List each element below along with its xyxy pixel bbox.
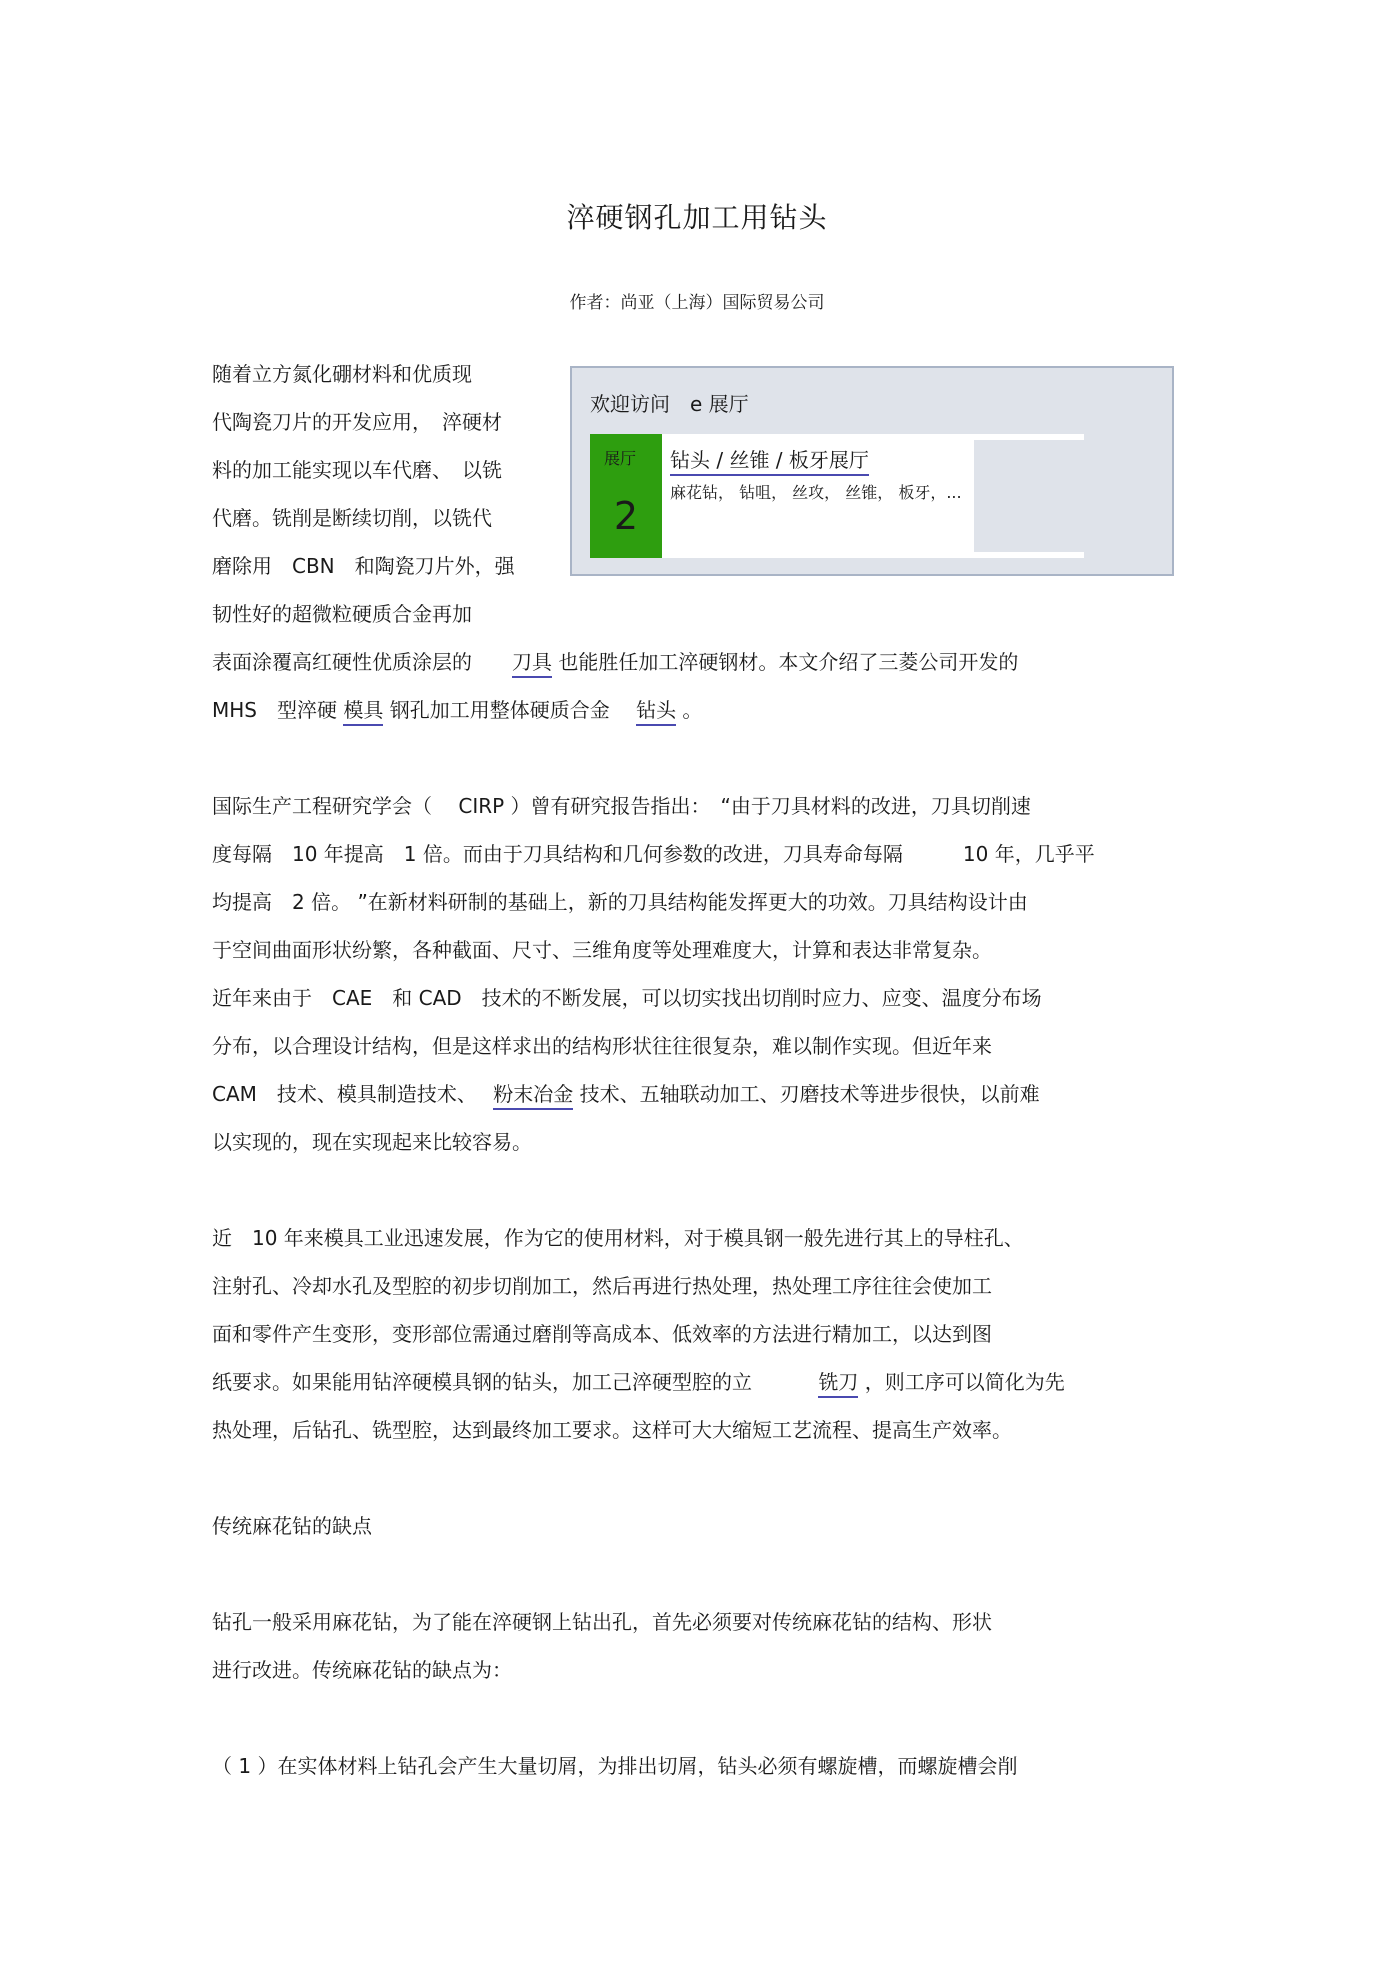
link-milling-cutter[interactable]: 铣刀 <box>818 1370 858 1398</box>
para3-line-3: 面和零件产生变形，变形部位需通过磨削等高成本、低效率的方法进行精加工，以达到图 <box>212 1322 992 1346</box>
link-mold[interactable]: 模具 <box>343 698 383 726</box>
link-cutting-tool[interactable]: 刀具 <box>512 650 552 678</box>
intro-line-5: 磨除用 CBN 和陶瓷刀片外，强 <box>212 554 515 578</box>
promo-heading: 欢迎访问 e 展厅 <box>590 392 749 416</box>
page-title: 淬硬钢孔加工用钻头 <box>566 201 828 234</box>
intro-line-4: 代磨。铣削是断续切削，以铣代 <box>212 506 492 530</box>
promo-card-title-link[interactable] <box>670 444 869 473</box>
list-item-1: （ 1 ）在实体材料上钻孔会产生大量切屑，为排出切屑，钻头必须有螺旋槽，而螺旋槽会削 <box>212 1754 1018 1778</box>
intro-line-2: 代陶瓷刀片的开发应用， 淬硬材 <box>212 410 502 434</box>
para2-line-8: 以实现的，现在实现起来比较容易。 <box>212 1130 532 1154</box>
para3-line-2: 注射孔、冷却水孔及型腔的初步切削加工，然后再进行热处理，热处理工序往往会使加工 <box>212 1274 992 1298</box>
intro-line-7 <box>212 652 1018 672</box>
promo-card-title[interactable]: 钻头 / 丝锥 / 板牙展厅 <box>670 448 869 476</box>
para4-line-2: 进行改进。传统麻花钻的缺点为： <box>212 1658 512 1682</box>
para2-line-2: 度每隔 10 年提高 1 倍。而由于刀具结构和几何参数的改进，刀具寿命每隔 10 年，几乎平 <box>212 842 1095 866</box>
intro-line-3: 料的加工能实现以车代磨、 以铣 <box>212 458 502 482</box>
para3-line-1: 近 10 年来模具工业迅速发展，作为它的使用材料，对于模具钢一般先进行其上的导柱孔、 <box>212 1226 1024 1250</box>
intro-line-8 <box>212 700 702 720</box>
text-segment: 也能胜任加工淬硬钢材。本文介绍了三菱公司开发的 <box>552 650 1019 674</box>
text-segment: ，则工序可以简化为先 <box>858 1370 1065 1394</box>
para3-line-5: 热处理，后钻孔、铣型腔，达到最终加工要求。这样可大大缩短工艺流程、提高生产效率。 <box>212 1418 1012 1442</box>
text-segment: 。 <box>676 698 703 722</box>
intro-line-1: 随着立方氮化硼材料和优质现 <box>212 362 472 386</box>
para4-line-1: 钻孔一般采用麻花钻，为了能在淬硬钢上钻出孔，首先必须要对传统麻花钻的结构、形状 <box>212 1610 992 1634</box>
text-segment: MHS 型淬硬 <box>212 698 344 722</box>
text-segment: CAM 技术、模具制造技术、 <box>212 1082 494 1106</box>
para2-line-4: 于空间曲面形状纷繁，各种截面、尺寸、三维角度等处理难度大，计算和表达非常复杂。 <box>212 938 992 962</box>
hall-badge <box>590 434 662 558</box>
para2-line-1: 国际生产工程研究学会（ CIRP ）曾有研究报告指出： “由于刀具材料的改进，刀具切削速 <box>212 794 1031 818</box>
promo-card-desc: 麻花钻， 钻咀， 丝攻， 丝锥， 板牙，... <box>670 483 962 502</box>
para2-line-7 <box>212 1084 1040 1104</box>
text-segment: 钢孔加工用整体硬质合金 <box>383 698 637 722</box>
text-segment: 表面涂覆高红硬性优质涂层的 <box>212 650 512 674</box>
promo-side-bar-bottom <box>974 552 1084 558</box>
para2-line-6: 分布，以合理设计结构，但是这样求出的结构形状往往很复杂，难以制作实现。但近年来 <box>212 1034 992 1058</box>
link-powder-metallurgy[interactable]: 粉末冶金 <box>493 1082 573 1110</box>
promo-side-bar-top <box>974 434 1084 440</box>
promo-card[interactable] <box>590 434 1162 558</box>
para2-line-3: 均提高 2 倍。 ”在新材料研制的基础上，新的刀具结构能发挥更大的功效。刀具结构设计由 <box>212 890 1028 914</box>
text-segment: 技术、五轴联动加工、刃磨技术等进步很快，以前难 <box>573 1082 1040 1106</box>
link-drill[interactable]: 钻头 <box>636 698 676 726</box>
hall-badge-number: 2 <box>613 494 639 538</box>
para2-line-5: 近年来由于 CAE 和 CAD 技术的不断发展，可以切实找出切削时应力、应变、温度分布场 <box>212 986 1042 1010</box>
intro-line-6: 韧性好的超微粒硬质合金再加 <box>212 602 472 626</box>
section-heading: 传统麻花钻的缺点 <box>212 1514 372 1538</box>
para3-line-4 <box>212 1372 1065 1392</box>
text-segment: 纸要求。如果能用钻淬硬模具钢的钻头，加工己淬硬型腔的立 <box>212 1370 819 1394</box>
promo-side-panel <box>974 434 1162 558</box>
exhibition-promo-box[interactable] <box>570 366 1174 576</box>
author-line: 作者：尚亚（上海）国际贸易公司 <box>569 293 825 313</box>
hall-badge-label: 展厅 <box>604 449 637 468</box>
